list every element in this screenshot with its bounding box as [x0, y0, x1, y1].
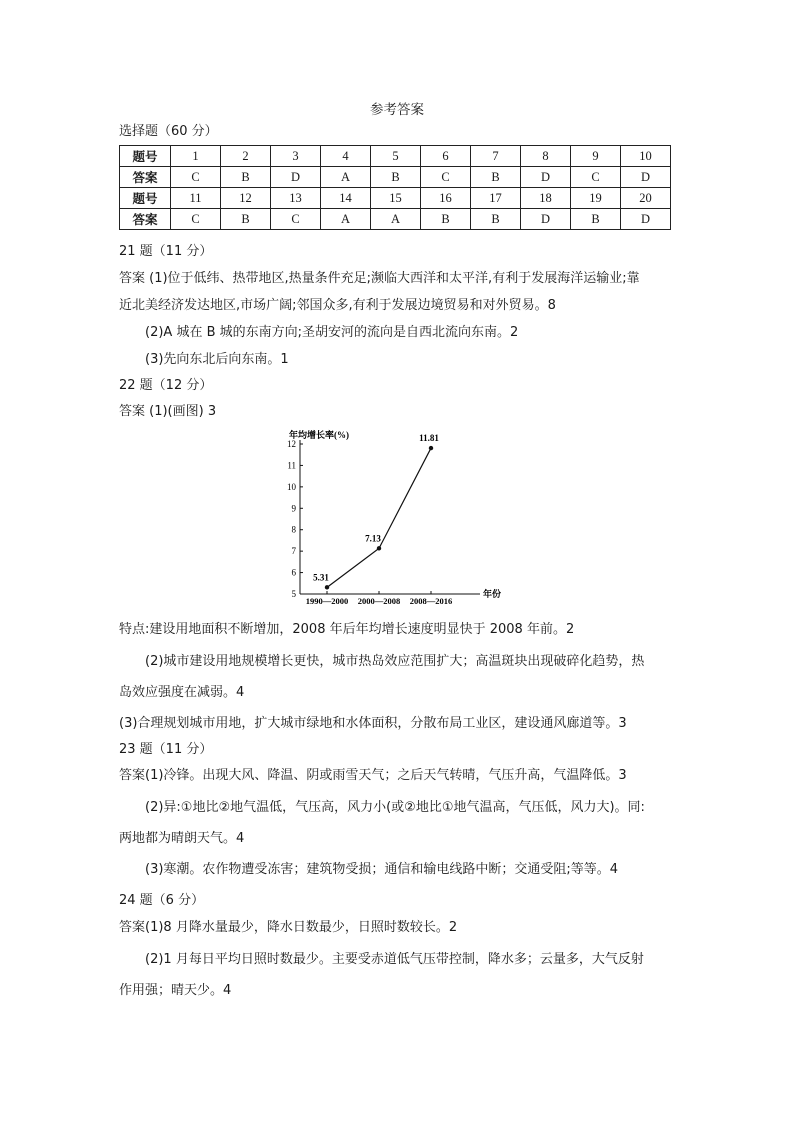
growth-rate-line-chart	[280, 424, 510, 610]
data-point	[429, 446, 433, 450]
q22-feature: 特点:建设用地面积不断增加，2008 年后年均增长速度明显快于 2008 年前。2	[119, 622, 575, 637]
section-choice-heading: 选择题（60 分）	[119, 124, 218, 139]
table-cell: B	[371, 167, 421, 188]
table-cell: 17	[471, 188, 521, 209]
table-row	[120, 146, 671, 167]
q23-answer-2-line-2: 两地都为晴朗天气。4	[119, 831, 245, 846]
q23-answer-2-line-1: (2)异:①地比②地气温低，气压高，风力小(或②地比①地气温高，气压低，风力大)。同:	[145, 800, 645, 815]
table-header-cell: 题号	[120, 188, 171, 209]
q21-answer-2: (2)A 城在 B 城的东南方向;圣胡安河的流向是自西北流向东南。2	[145, 325, 519, 340]
table-cell: 5	[371, 146, 421, 167]
y-tick-label: 7	[291, 546, 296, 557]
table-row	[120, 188, 671, 209]
q23-answer-3: (3)寒潮。农作物遭受冻害；建筑物受损；通信和输电线路中断；交通受阻;等等。4	[145, 862, 619, 877]
table-cell: 14	[321, 188, 371, 209]
table-row	[120, 209, 671, 230]
q24-answer-2-line-1: (2)1 月每日平均日照时数最少。主要受赤道低气压带控制，降水多；云量多，大气反射	[145, 952, 644, 967]
data-label: 11.81	[419, 433, 439, 444]
table-cell: D	[621, 167, 671, 188]
y-tick-label: 10	[287, 481, 296, 492]
table-cell: D	[521, 167, 571, 188]
q22-answer-2-line-2: 岛效应强度在减弱。4	[119, 685, 245, 700]
table-cell: 3	[271, 146, 321, 167]
y-tick-label: 8	[291, 524, 296, 535]
data-label: 5.31	[313, 572, 329, 583]
q24-heading: 24 题（6 分）	[119, 893, 205, 908]
table-cell: B	[221, 209, 271, 230]
table-cell: C	[171, 167, 221, 188]
table-cell: 18	[521, 188, 571, 209]
table-cell: 8	[521, 146, 571, 167]
q21-answer-1-line-2: 近北美经济发达地区,市场广阔;邻国众多,有利于发展边境贸易和对外贸易。8	[119, 298, 556, 313]
table-cell: 2	[221, 146, 271, 167]
table-cell: A	[321, 209, 371, 230]
table-cell: D	[621, 209, 671, 230]
table-header-cell: 答案	[120, 209, 171, 230]
table-cell: D	[271, 167, 321, 188]
table-cell: 15	[371, 188, 421, 209]
data-label: 7.13	[365, 533, 381, 544]
table-cell: 13	[271, 188, 321, 209]
q22-answer-1: 答案 (1)(画图) 3	[119, 404, 217, 419]
y-tick-label: 11	[287, 460, 296, 471]
y-tick-label: 9	[291, 503, 296, 514]
table-cell: B	[221, 167, 271, 188]
x-tick-label: 2000—2008	[357, 596, 401, 606]
table-cell: 7	[471, 146, 521, 167]
table-cell: 16	[421, 188, 471, 209]
q22-answer-2-line-1: (2)城市建设用地规模增长更快，城市热岛效应范围扩大；高温斑块出现破碎化趋势，热	[145, 654, 645, 669]
table-cell: D	[521, 209, 571, 230]
y-axis-label: 年均增长率(%)	[289, 430, 349, 440]
q21-answer-1-line-1: 答案 (1)位于低纬、热带地区,热量条件充足;濒临大西洋和太平洋,有利于发展海洋运输业;靠	[119, 271, 640, 286]
q22-heading: 22 题（12 分）	[119, 378, 213, 393]
x-tick-label: 1990—2000	[305, 596, 349, 606]
table-cell: 1	[171, 146, 221, 167]
data-point	[377, 546, 381, 550]
x-tick-label: 2008—2016	[409, 596, 453, 606]
table-cell: 9	[571, 146, 621, 167]
table-cell: B	[571, 209, 621, 230]
table-cell: 11	[171, 188, 221, 209]
x-axis-label: 年份	[483, 589, 502, 599]
q21-heading: 21 题（11 分）	[119, 244, 213, 259]
q21-answer-3: (3)先向东北后向东南。1	[145, 352, 289, 367]
table-cell: 6	[421, 146, 471, 167]
table-cell: B	[471, 209, 521, 230]
table-cell: 10	[621, 146, 671, 167]
table-cell: 12	[221, 188, 271, 209]
q24-answer-2-line-2: 作用强；晴天少。4	[119, 983, 232, 998]
table-cell: C	[271, 209, 321, 230]
answer-table	[119, 145, 671, 230]
series-line	[327, 448, 431, 587]
table-cell: A	[371, 209, 421, 230]
y-tick-label: 12	[287, 439, 296, 449]
table-row	[120, 167, 671, 188]
table-cell: 19	[571, 188, 621, 209]
y-tick-label: 5	[291, 589, 296, 599]
q23-heading: 23 题（11 分）	[119, 742, 213, 757]
table-cell: C	[571, 167, 621, 188]
table-header-cell: 答案	[120, 167, 171, 188]
q22-answer-3: (3)合理规划城市用地，扩大城市绿地和水体面积，分散布局工业区，建设通风廊道等。3	[119, 716, 627, 731]
y-tick-label: 6	[291, 567, 296, 578]
table-header-cell: 题号	[120, 146, 171, 167]
q24-answer-1: 答案(1)8 月降水量最少，降水日数最少，日照时数较长。2	[119, 920, 458, 935]
table-cell: C	[171, 209, 221, 230]
table-cell: C	[421, 167, 471, 188]
table-cell: B	[471, 167, 521, 188]
table-cell: 20	[621, 188, 671, 209]
table-cell: B	[421, 209, 471, 230]
data-point	[325, 585, 329, 589]
table-cell: 4	[321, 146, 371, 167]
q23-answer-1: 答案(1)冷锋。出现大风、降温、阴或雨雪天气；之后天气转晴，气压升高，气温降低。3	[119, 768, 627, 783]
table-cell: A	[321, 167, 371, 188]
doc-title: 参考答案	[370, 102, 424, 118]
